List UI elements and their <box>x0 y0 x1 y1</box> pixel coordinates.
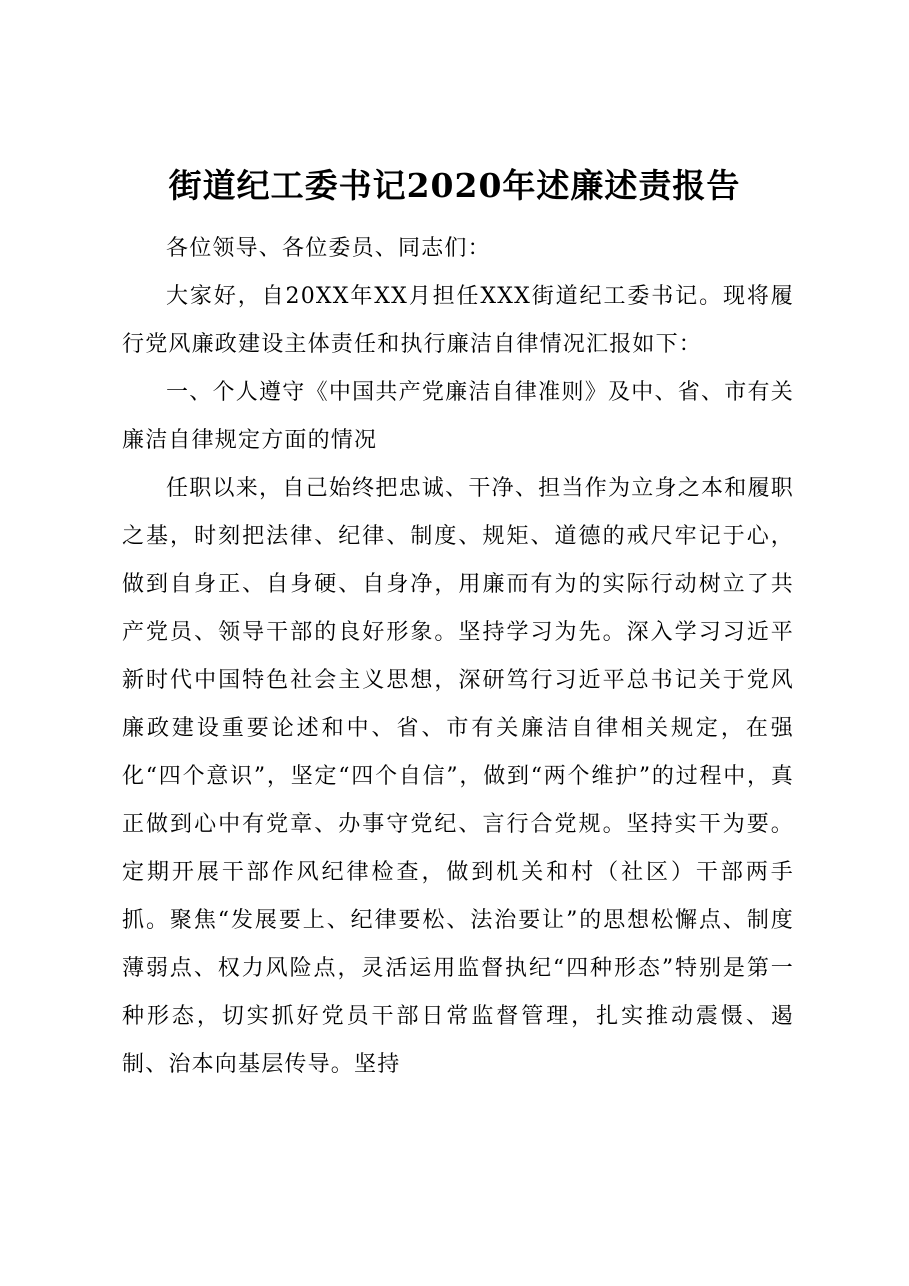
section-heading-1: 一、个人遵守《中国共产党廉洁自律准则》及中、省、市有关廉洁自律规定方面的情况 <box>122 380 794 453</box>
paragraph-greeting: 各位领导、各位委员、同志们： <box>166 236 491 261</box>
paragraph-body: 任职以来，自己始终把忠诚、干净、担当作为立身之本和履职之基，时刻把法律、纪律、制度、规矩、道德的戒尺牢记于心，做到自身正、自身硬、自身净，用廉而有为的实际行动树立了共产党员、领导干部的良好形象。坚持学习为先。深入学习习近平新时代中国特色社会主义思想，深研笃行习近平总书记关于党风廉政建设重要论述和中、省、市有关廉洁自律相关规定，在强化“四个意识”，坚定“四个自信”，做到“两个维护”的过程中，真正做到心中有党章、办事守党纪、言行合党规。坚持实干为要。定期开展干部作风纪律检查，做到机关和村（社区）干部两手抓。聚焦“发展要上、纪律要松、法治要让”的思想松懈点、制度薄弱点、权力风险点，灵活运用监督执纪“四种形态”特别是第一种形态，切实抓好党员干部日常监督管理，扎实推动震慑、遏制、治本向基层传导。坚持 <box>122 476 794 1077</box>
document-title: 街道纪工委书记2020年述廉述责报告 <box>168 166 741 205</box>
paragraph-intro: 大家好，自20XX年XX月担任XXX街道纪工委书记。现将履行党风廉政建设主体责任和执行廉洁自律情况汇报如下： <box>122 284 794 357</box>
document-body <box>122 225 794 1089</box>
